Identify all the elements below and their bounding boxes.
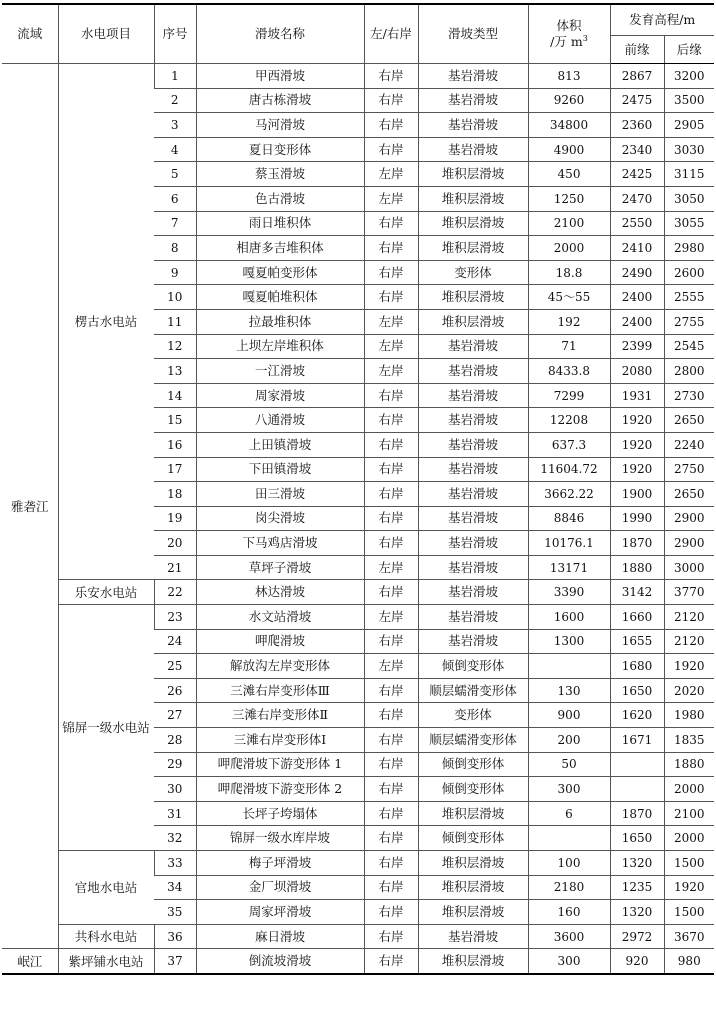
type-cell: 堆积层滑坡 [418, 211, 528, 236]
bank-cell: 左岸 [364, 309, 418, 334]
name-cell: 周家滑坡 [196, 383, 364, 408]
volume-cell: 200 [528, 728, 610, 753]
table-row [2, 949, 714, 974]
seq-cell: 21 [154, 555, 196, 580]
type-cell: 堆积层滑坡 [418, 801, 528, 826]
name-cell: 呷爬滑坡下游变形体 1 [196, 752, 364, 777]
name-cell: 三滩右岸变形体Ⅱ [196, 703, 364, 728]
rear-cell: 2900 [664, 531, 714, 556]
name-cell: 唐古栋滑坡 [196, 88, 364, 113]
volume-cell: 300 [528, 949, 610, 974]
seq-cell: 5 [154, 162, 196, 187]
bank-cell: 右岸 [364, 924, 418, 949]
type-cell: 基岩滑坡 [418, 629, 528, 654]
rear-cell: 2650 [664, 408, 714, 433]
rear-cell: 2100 [664, 801, 714, 826]
volume-cell: 10176.1 [528, 531, 610, 556]
name-cell: 雨日堆积体 [196, 211, 364, 236]
header-project: 水电项目 [58, 4, 154, 64]
volume-cell: 8433.8 [528, 359, 610, 384]
rear-cell: 2650 [664, 482, 714, 507]
front-cell: 1870 [610, 531, 664, 556]
front-cell: 2972 [610, 924, 664, 949]
seq-cell: 34 [154, 875, 196, 900]
bank-cell: 右岸 [364, 949, 418, 974]
name-cell: 麻日滑坡 [196, 924, 364, 949]
seq-cell: 14 [154, 383, 196, 408]
rear-cell: 2000 [664, 777, 714, 802]
header-name: 滑坡名称 [196, 4, 364, 64]
header-front: 前缘 [610, 36, 664, 64]
front-cell: 1870 [610, 801, 664, 826]
front-cell: 1931 [610, 383, 664, 408]
type-cell: 堆积层滑坡 [418, 236, 528, 261]
seq-cell: 20 [154, 531, 196, 556]
name-cell: 甲西滑坡 [196, 64, 364, 89]
type-cell: 基岩滑坡 [418, 64, 528, 89]
front-cell: 2399 [610, 334, 664, 359]
volume-cell: 900 [528, 703, 610, 728]
front-cell: 1660 [610, 605, 664, 630]
volume-cell: 192 [528, 309, 610, 334]
table-row [2, 851, 714, 876]
bank-cell: 右岸 [364, 728, 418, 753]
volume-cell: 3390 [528, 580, 610, 605]
rear-cell: 3200 [664, 64, 714, 89]
rear-cell: 3055 [664, 211, 714, 236]
volume-cell: 8846 [528, 506, 610, 531]
volume-cell: 12208 [528, 408, 610, 433]
volume-cell: 2180 [528, 875, 610, 900]
volume-cell: 1250 [528, 186, 610, 211]
seq-cell: 29 [154, 752, 196, 777]
type-cell: 基岩滑坡 [418, 506, 528, 531]
seq-cell: 28 [154, 728, 196, 753]
seq-cell: 16 [154, 432, 196, 457]
name-cell: 马河滑坡 [196, 113, 364, 138]
rear-cell: 1920 [664, 654, 714, 679]
seq-cell: 13 [154, 359, 196, 384]
rear-cell: 3115 [664, 162, 714, 187]
name-cell: 金厂坝滑坡 [196, 875, 364, 900]
project-cell: 楞古水电站 [58, 64, 154, 580]
bank-cell: 右岸 [364, 457, 418, 482]
bank-cell: 右岸 [364, 752, 418, 777]
type-cell: 倾倒变形体 [418, 654, 528, 679]
volume-cell [528, 826, 610, 851]
type-cell: 变形体 [418, 703, 528, 728]
front-cell [610, 777, 664, 802]
seq-cell: 18 [154, 482, 196, 507]
basin-cell: 岷江 [2, 949, 58, 974]
front-cell: 2550 [610, 211, 664, 236]
type-cell: 堆积层滑坡 [418, 851, 528, 876]
type-cell: 堆积层滑坡 [418, 875, 528, 900]
seq-cell: 30 [154, 777, 196, 802]
seq-cell: 15 [154, 408, 196, 433]
type-cell: 倾倒变形体 [418, 826, 528, 851]
rear-cell: 980 [664, 949, 714, 974]
rear-cell: 1920 [664, 875, 714, 900]
header-bank: 左/右岸 [364, 4, 418, 64]
front-cell: 2080 [610, 359, 664, 384]
bank-cell: 右岸 [364, 875, 418, 900]
volume-cell: 2000 [528, 236, 610, 261]
seq-cell: 6 [154, 186, 196, 211]
bank-cell: 右岸 [364, 482, 418, 507]
name-cell: 草坪子滑坡 [196, 555, 364, 580]
bank-cell: 右岸 [364, 137, 418, 162]
type-cell: 倾倒变形体 [418, 777, 528, 802]
rear-cell: 2755 [664, 309, 714, 334]
seq-cell: 4 [154, 137, 196, 162]
type-cell: 基岩滑坡 [418, 432, 528, 457]
volume-cell: 100 [528, 851, 610, 876]
name-cell: 水文站滑坡 [196, 605, 364, 630]
bank-cell: 右岸 [364, 580, 418, 605]
type-cell: 堆积层滑坡 [418, 162, 528, 187]
front-cell: 2360 [610, 113, 664, 138]
volume-cell: 160 [528, 900, 610, 925]
bank-cell: 右岸 [364, 826, 418, 851]
type-cell: 基岩滑坡 [418, 457, 528, 482]
type-cell: 基岩滑坡 [418, 334, 528, 359]
volume-cell: 13171 [528, 555, 610, 580]
rear-cell: 3770 [664, 580, 714, 605]
basin-cell: 雅砻江 [2, 64, 58, 949]
name-cell: 蔡玉滑坡 [196, 162, 364, 187]
volume-cell: 3662.22 [528, 482, 610, 507]
name-cell: 色古滑坡 [196, 186, 364, 211]
name-cell: 呷爬滑坡 [196, 629, 364, 654]
project-cell: 共科水电站 [58, 924, 154, 949]
bank-cell: 右岸 [364, 211, 418, 236]
header-volume-line2: /万 m [550, 34, 583, 49]
front-cell: 1990 [610, 506, 664, 531]
front-cell: 2470 [610, 186, 664, 211]
rear-cell: 2980 [664, 236, 714, 261]
name-cell: 嘎夏帕堆积体 [196, 285, 364, 310]
rear-cell: 3670 [664, 924, 714, 949]
front-cell: 2475 [610, 88, 664, 113]
bank-cell: 左岸 [364, 605, 418, 630]
volume-cell: 3600 [528, 924, 610, 949]
rear-cell: 2000 [664, 826, 714, 851]
name-cell: 上田镇滑坡 [196, 432, 364, 457]
front-cell: 1920 [610, 457, 664, 482]
volume-cell: 9260 [528, 88, 610, 113]
front-cell: 1650 [610, 678, 664, 703]
table-row [2, 64, 714, 89]
bank-cell: 左岸 [364, 654, 418, 679]
front-cell: 2410 [610, 236, 664, 261]
rear-cell: 3000 [664, 555, 714, 580]
seq-cell: 36 [154, 924, 196, 949]
project-cell: 乐安水电站 [58, 580, 154, 605]
bank-cell: 右岸 [364, 285, 418, 310]
rear-cell: 3500 [664, 88, 714, 113]
type-cell: 顺层蠕滑变形体 [418, 678, 528, 703]
bank-cell: 右岸 [364, 432, 418, 457]
volume-cell: 34800 [528, 113, 610, 138]
name-cell: 夏日变形体 [196, 137, 364, 162]
seq-cell: 27 [154, 703, 196, 728]
seq-cell: 31 [154, 801, 196, 826]
rear-cell: 2240 [664, 432, 714, 457]
front-cell: 2400 [610, 285, 664, 310]
front-cell: 1900 [610, 482, 664, 507]
bank-cell: 右岸 [364, 703, 418, 728]
bank-cell: 右岸 [364, 506, 418, 531]
front-cell: 1920 [610, 408, 664, 433]
type-cell: 变形体 [418, 260, 528, 285]
bank-cell: 右岸 [364, 531, 418, 556]
seq-cell: 35 [154, 900, 196, 925]
seq-cell: 9 [154, 260, 196, 285]
front-cell: 1320 [610, 900, 664, 925]
name-cell: 三滩右岸变形体Ⅰ [196, 728, 364, 753]
name-cell: 呷爬滑坡下游变形体 2 [196, 777, 364, 802]
volume-cell: 45～55 [528, 285, 610, 310]
volume-cell: 7299 [528, 383, 610, 408]
seq-cell: 17 [154, 457, 196, 482]
rear-cell: 2020 [664, 678, 714, 703]
header-volume-line1: 体积 [556, 18, 582, 33]
landslide-table [2, 3, 714, 975]
header-basin: 流域 [2, 4, 58, 64]
name-cell: 嘎夏帕变形体 [196, 260, 364, 285]
bank-cell: 右岸 [364, 408, 418, 433]
name-cell: 周家坪滑坡 [196, 900, 364, 925]
type-cell: 基岩滑坡 [418, 482, 528, 507]
rear-cell: 1880 [664, 752, 714, 777]
name-cell: 上坝左岸堆积体 [196, 334, 364, 359]
name-cell: 下马鸡店滑坡 [196, 531, 364, 556]
front-cell: 2400 [610, 309, 664, 334]
name-cell: 三滩右岸变形体Ⅲ [196, 678, 364, 703]
seq-cell: 22 [154, 580, 196, 605]
front-cell: 1671 [610, 728, 664, 753]
table-body [2, 64, 714, 974]
type-cell: 堆积层滑坡 [418, 186, 528, 211]
rear-cell: 2800 [664, 359, 714, 384]
volume-cell: 71 [528, 334, 610, 359]
bank-cell: 右岸 [364, 801, 418, 826]
type-cell: 顺层蠕滑变形体 [418, 728, 528, 753]
seq-cell: 33 [154, 851, 196, 876]
type-cell: 堆积层滑坡 [418, 949, 528, 974]
type-cell: 基岩滑坡 [418, 580, 528, 605]
rear-cell: 2545 [664, 334, 714, 359]
header-volume-sup: 3 [582, 33, 588, 43]
type-cell: 基岩滑坡 [418, 924, 528, 949]
front-cell: 2340 [610, 137, 664, 162]
name-cell: 锦屏一级水库岸坡 [196, 826, 364, 851]
bank-cell: 左岸 [364, 359, 418, 384]
volume-cell: 6 [528, 801, 610, 826]
seq-cell: 11 [154, 309, 196, 334]
type-cell: 基岩滑坡 [418, 113, 528, 138]
bank-cell: 右岸 [364, 88, 418, 113]
rear-cell: 3030 [664, 137, 714, 162]
bank-cell: 右岸 [364, 64, 418, 89]
bank-cell: 左岸 [364, 162, 418, 187]
seq-cell: 10 [154, 285, 196, 310]
table-row [2, 605, 714, 630]
table-row [2, 924, 714, 949]
header-type: 滑坡类型 [418, 4, 528, 64]
type-cell: 堆积层滑坡 [418, 900, 528, 925]
bank-cell: 右岸 [364, 678, 418, 703]
seq-cell: 26 [154, 678, 196, 703]
front-cell: 1655 [610, 629, 664, 654]
seq-cell: 19 [154, 506, 196, 531]
rear-cell: 3050 [664, 186, 714, 211]
volume-cell: 300 [528, 777, 610, 802]
volume-cell: 130 [528, 678, 610, 703]
name-cell: 林达滑坡 [196, 580, 364, 605]
type-cell: 基岩滑坡 [418, 605, 528, 630]
type-cell: 倾倒变形体 [418, 752, 528, 777]
bank-cell: 右岸 [364, 113, 418, 138]
type-cell: 基岩滑坡 [418, 137, 528, 162]
bank-cell: 右岸 [364, 236, 418, 261]
volume-cell [528, 654, 610, 679]
front-cell: 2867 [610, 64, 664, 89]
name-cell: 田三滑坡 [196, 482, 364, 507]
seq-cell: 24 [154, 629, 196, 654]
front-cell: 3142 [610, 580, 664, 605]
seq-cell: 23 [154, 605, 196, 630]
volume-cell: 813 [528, 64, 610, 89]
front-cell: 1680 [610, 654, 664, 679]
rear-cell: 1500 [664, 851, 714, 876]
bank-cell: 右岸 [364, 777, 418, 802]
front-cell [610, 752, 664, 777]
bank-cell: 右岸 [364, 900, 418, 925]
seq-cell: 37 [154, 949, 196, 974]
header-seq: 序号 [154, 4, 196, 64]
rear-cell: 1500 [664, 900, 714, 925]
header-volume [528, 4, 610, 64]
volume-cell: 4900 [528, 137, 610, 162]
rear-cell: 2900 [664, 506, 714, 531]
bank-cell: 右岸 [364, 851, 418, 876]
rear-cell: 2730 [664, 383, 714, 408]
front-cell: 1320 [610, 851, 664, 876]
front-cell: 1235 [610, 875, 664, 900]
bank-cell: 右岸 [364, 383, 418, 408]
seq-cell: 7 [154, 211, 196, 236]
volume-cell: 1600 [528, 605, 610, 630]
volume-cell: 637.3 [528, 432, 610, 457]
rear-cell: 2750 [664, 457, 714, 482]
seq-cell: 3 [154, 113, 196, 138]
name-cell: 倒流坡滑坡 [196, 949, 364, 974]
project-cell: 官地水电站 [58, 851, 154, 925]
volume-cell: 1300 [528, 629, 610, 654]
volume-cell: 450 [528, 162, 610, 187]
front-cell: 1620 [610, 703, 664, 728]
name-cell: 拉最堆积体 [196, 309, 364, 334]
rear-cell: 2555 [664, 285, 714, 310]
header-elevation: 发育高程/m [610, 4, 714, 36]
type-cell: 基岩滑坡 [418, 555, 528, 580]
table-row [2, 580, 714, 605]
name-cell: 岗尖滑坡 [196, 506, 364, 531]
seq-cell: 12 [154, 334, 196, 359]
name-cell: 一江滑坡 [196, 359, 364, 384]
type-cell: 堆积层滑坡 [418, 309, 528, 334]
type-cell: 基岩滑坡 [418, 88, 528, 113]
volume-cell: 50 [528, 752, 610, 777]
name-cell: 八通滑坡 [196, 408, 364, 433]
name-cell: 下田镇滑坡 [196, 457, 364, 482]
volume-cell: 18.8 [528, 260, 610, 285]
bank-cell: 右岸 [364, 260, 418, 285]
name-cell: 长坪子垮塌体 [196, 801, 364, 826]
rear-cell: 1980 [664, 703, 714, 728]
type-cell: 基岩滑坡 [418, 408, 528, 433]
front-cell: 1650 [610, 826, 664, 851]
name-cell: 解放沟左岸变形体 [196, 654, 364, 679]
front-cell: 1880 [610, 555, 664, 580]
rear-cell: 2120 [664, 605, 714, 630]
seq-cell: 1 [154, 64, 196, 89]
project-cell: 紫坪铺水电站 [58, 949, 154, 974]
bank-cell: 左岸 [364, 555, 418, 580]
rear-cell: 2600 [664, 260, 714, 285]
bank-cell: 左岸 [364, 334, 418, 359]
name-cell: 相唐多吉堆积体 [196, 236, 364, 261]
seq-cell: 25 [154, 654, 196, 679]
type-cell: 基岩滑坡 [418, 359, 528, 384]
type-cell: 基岩滑坡 [418, 531, 528, 556]
type-cell: 基岩滑坡 [418, 383, 528, 408]
rear-cell: 1835 [664, 728, 714, 753]
bank-cell: 左岸 [364, 186, 418, 211]
rear-cell: 2120 [664, 629, 714, 654]
seq-cell: 8 [154, 236, 196, 261]
header-rear: 后缘 [664, 36, 714, 64]
front-cell: 2490 [610, 260, 664, 285]
front-cell: 2425 [610, 162, 664, 187]
volume-cell: 11604.72 [528, 457, 610, 482]
seq-cell: 32 [154, 826, 196, 851]
name-cell: 梅子坪滑坡 [196, 851, 364, 876]
bank-cell: 右岸 [364, 629, 418, 654]
type-cell: 堆积层滑坡 [418, 285, 528, 310]
seq-cell: 2 [154, 88, 196, 113]
rear-cell: 2905 [664, 113, 714, 138]
front-cell: 920 [610, 949, 664, 974]
volume-cell: 2100 [528, 211, 610, 236]
front-cell: 1920 [610, 432, 664, 457]
project-cell: 锦屏一级水电站 [58, 605, 154, 851]
